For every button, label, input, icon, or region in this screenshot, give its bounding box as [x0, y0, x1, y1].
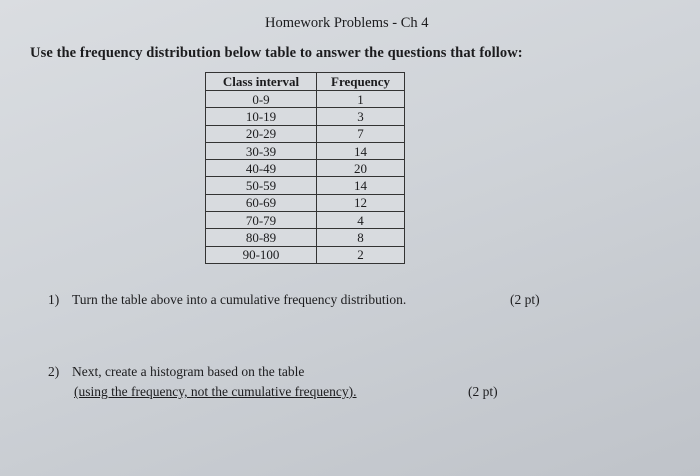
table-row — [206, 160, 405, 177]
frequency-cell: 1 — [317, 91, 405, 108]
question-number: 2) — [48, 364, 60, 379]
class-interval-cell: 50-59 — [206, 177, 317, 194]
table-row — [206, 142, 405, 159]
class-interval-cell: 70-79 — [206, 212, 317, 229]
table-row — [206, 177, 405, 194]
question-1 — [48, 292, 406, 308]
table-row — [206, 125, 405, 142]
instructions: Use the frequency distribution below table to answer the questions that follow: — [30, 45, 523, 61]
frequency-cell: 12 — [317, 194, 405, 211]
frequency-cell: 20 — [317, 160, 405, 177]
table-row — [206, 229, 405, 246]
frequency-table — [205, 72, 405, 264]
table-row — [206, 246, 405, 263]
class-interval-cell: 40-49 — [206, 160, 317, 177]
question-1-points: (2 pt) — [510, 292, 540, 307]
frequency-cell: 7 — [317, 125, 405, 142]
class-interval-cell: 30-39 — [206, 142, 317, 159]
page-title: Homework Problems - Ch 4 — [265, 15, 429, 31]
table-row — [206, 212, 405, 229]
question-2-points: (2 pt) — [468, 384, 498, 399]
question-number: 1) — [48, 292, 60, 307]
table-row — [206, 91, 405, 108]
table-header-row — [206, 73, 405, 91]
frequency-cell: 3 — [317, 108, 405, 125]
question-text: Turn the table above into a cumulative frequency distribution. — [72, 292, 407, 307]
class-interval-cell: 10-19 — [206, 108, 317, 125]
frequency-cell: 14 — [317, 177, 405, 194]
question-2-subtext: (using the frequency, not the cumulative frequency). — [74, 384, 357, 399]
table-row — [206, 194, 405, 211]
frequency-cell: 14 — [317, 142, 405, 159]
header-frequency: Frequency — [317, 73, 405, 91]
question-2 — [48, 364, 304, 380]
class-interval-cell: 0-9 — [206, 91, 317, 108]
class-interval-cell: 20-29 — [206, 125, 317, 142]
frequency-cell: 8 — [317, 229, 405, 246]
frequency-cell: 2 — [317, 246, 405, 263]
table-row — [206, 108, 405, 125]
class-interval-cell: 80-89 — [206, 229, 317, 246]
header-class-interval: Class interval — [206, 73, 317, 91]
class-interval-cell: 90-100 — [206, 246, 317, 263]
frequency-cell: 4 — [317, 212, 405, 229]
class-interval-cell: 60-69 — [206, 194, 317, 211]
question-text: Next, create a histogram based on the table — [72, 364, 305, 379]
